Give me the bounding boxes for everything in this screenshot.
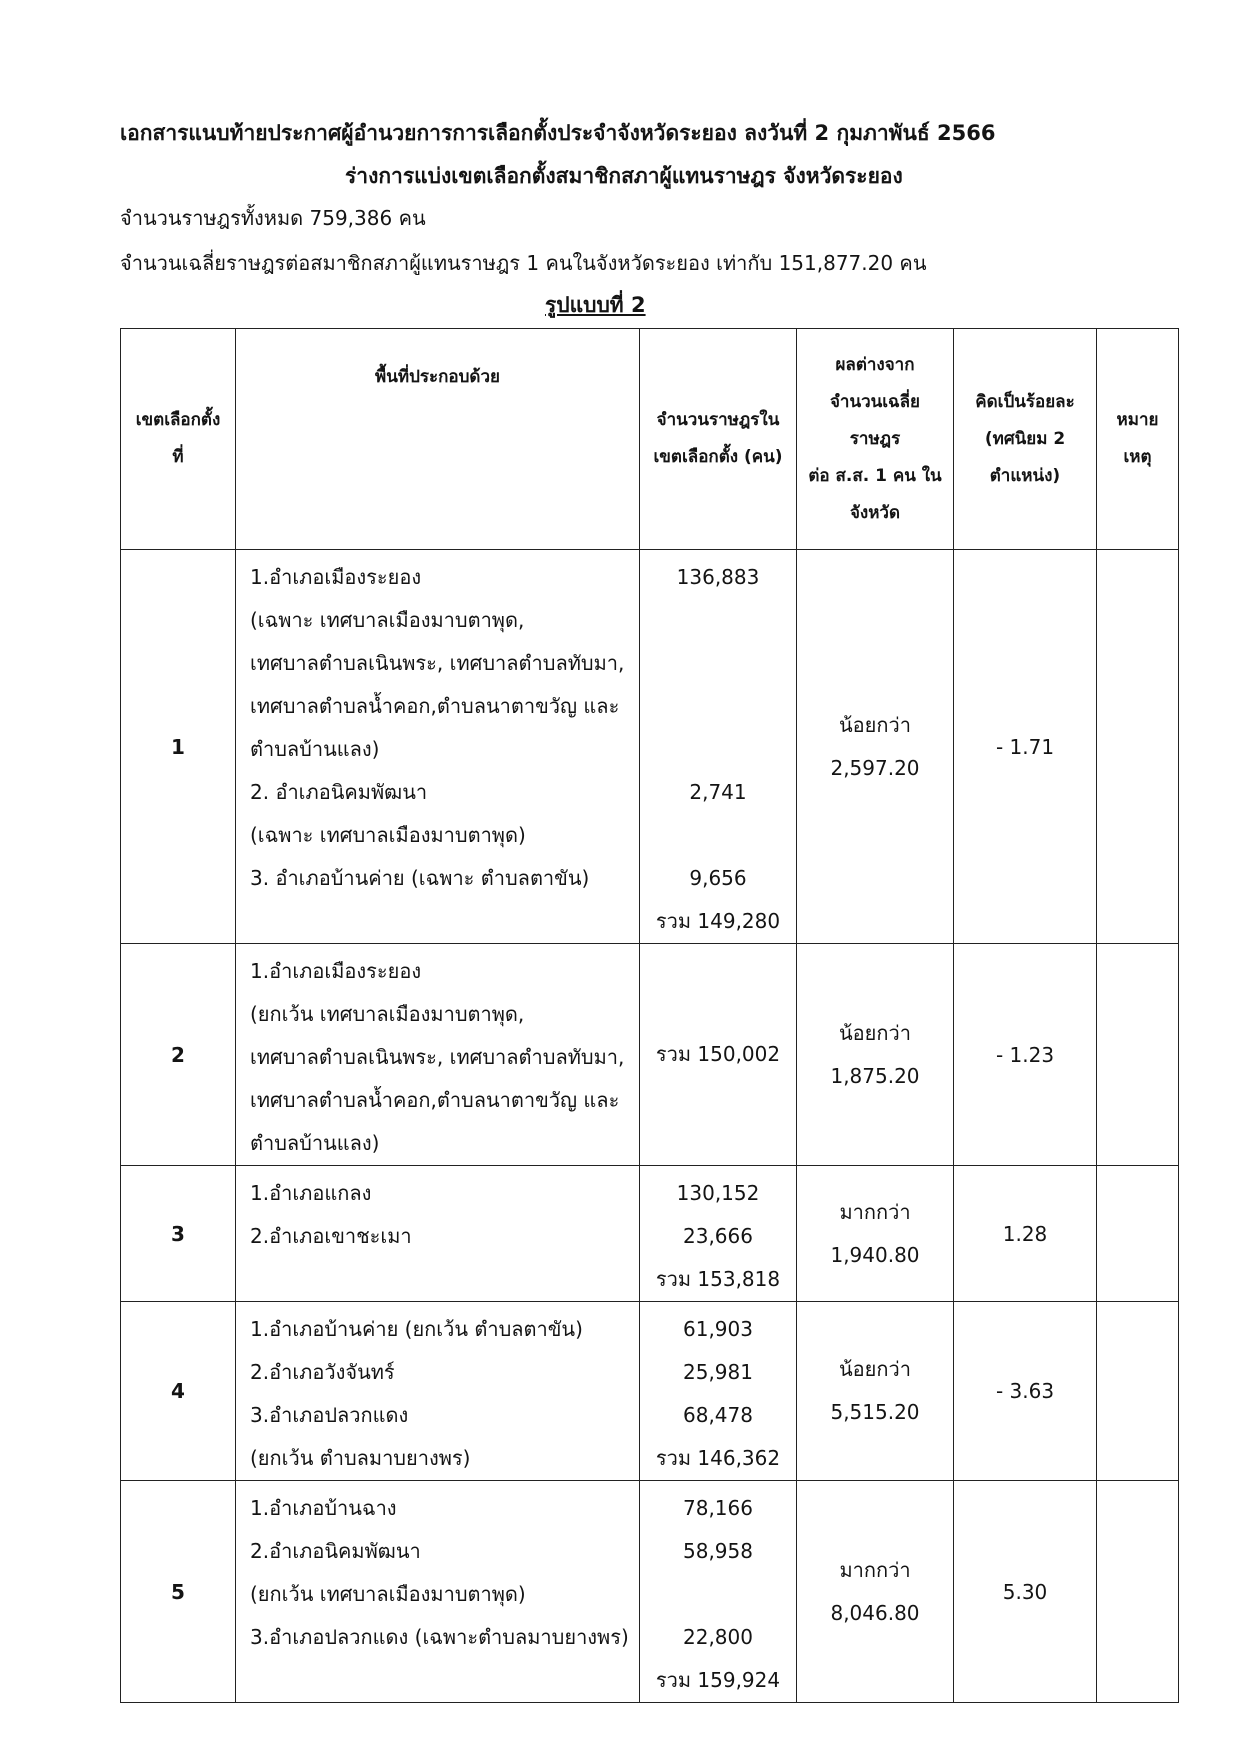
- population-line: 22,800: [683, 1625, 753, 1649]
- population-line: รวม 150,002: [655, 1042, 781, 1066]
- population-line: [640, 599, 796, 642]
- difference-cell: [797, 1302, 954, 1481]
- header-difference: ผลต่างจาก จำนวนเฉลี่ย ราษฎร ต่อ ส.ส. 1 คน ใน จังหวัด: [797, 329, 954, 550]
- population-line: [640, 728, 796, 771]
- population-line: [640, 1573, 796, 1616]
- percent-cell: 1.28: [954, 1166, 1097, 1302]
- total-population: จำนวนราษฎรทั้งหมด 759,386 คน: [120, 206, 426, 230]
- percent-cell: - 1.23: [954, 944, 1097, 1166]
- table-row: [121, 1481, 1179, 1703]
- population-line: 9,656: [689, 866, 747, 890]
- remark-cell: [1097, 1166, 1179, 1302]
- area-line: เทศบาลตำบลน้ำคอก,ตำบลนาตาขวัญ และ: [250, 1088, 620, 1112]
- population-cell: [640, 1302, 797, 1481]
- population-line: [640, 685, 796, 728]
- header-remark: หมาย เหตุ: [1097, 329, 1179, 550]
- document-subtitle: ร่างการแบ่งเขตเลือกตั้งสมาชิกสภาผู้แทนราษฎร จังหวัดระยอง: [345, 164, 903, 188]
- district-number-cell: 1: [121, 550, 236, 944]
- form-label: รูปแบบที่ 2: [545, 293, 646, 317]
- population-line: 58,958: [683, 1539, 753, 1563]
- area-line: 1.อำเภอแกลง: [250, 1181, 372, 1205]
- population-line: 136,883: [676, 565, 760, 589]
- population-line: 78,166: [683, 1496, 753, 1520]
- table-row: [121, 1302, 1179, 1481]
- population-line: รวม 149,280: [655, 909, 781, 933]
- percent-cell: - 1.71: [954, 550, 1097, 944]
- district-number-cell: 2: [121, 944, 236, 1166]
- difference-line: น้อยกว่า: [839, 712, 911, 737]
- population-line: [640, 814, 796, 857]
- difference-cell: [797, 944, 954, 1166]
- difference-cell: [797, 1166, 954, 1302]
- area-line: 2.อำเภอนิคมพัฒนา: [250, 1539, 421, 1563]
- remark-cell: [1097, 944, 1179, 1166]
- population-cell: [640, 550, 797, 944]
- population-line: รวม 146,362: [655, 1446, 781, 1470]
- difference-line: 2,597.20: [830, 755, 920, 780]
- district-number-cell: 4: [121, 1302, 236, 1481]
- area-line: (ยกเว้น เทศบาลเมืองมาบตาพุด): [250, 1582, 526, 1606]
- population-line: รวม 159,924: [655, 1668, 781, 1692]
- difference-line: 5,515.20: [830, 1400, 920, 1424]
- difference-cell: [797, 550, 954, 944]
- population-line: [640, 642, 796, 685]
- area-cell: [236, 1166, 640, 1302]
- table-header-row: [121, 329, 1179, 550]
- area-line: เทศบาลตำบลเนินพระ, เทศบาลตำบลทับมา,: [250, 651, 625, 675]
- area-line: 1.อำเภอบ้านค่าย (ยกเว้น ตำบลตาขัน): [250, 1317, 583, 1341]
- header-district: เขตเลือกตั้ง ที่: [121, 329, 236, 550]
- area-line: 1.อำเภอเมืองระยอง: [250, 959, 422, 983]
- population-line: 23,666: [683, 1224, 753, 1248]
- area-line: 1.อำเภอบ้านฉาง: [250, 1496, 397, 1520]
- remark-cell: [1097, 550, 1179, 944]
- population-cell: [640, 1481, 797, 1703]
- remark-cell: [1097, 1481, 1179, 1703]
- area-line: 3. อำเภอบ้านค่าย (เฉพาะ ตำบลตาขัน): [250, 866, 590, 890]
- district-table: [120, 328, 1179, 1703]
- area-cell: [236, 944, 640, 1166]
- difference-line: มากกว่า: [839, 1557, 911, 1582]
- document-title: เอกสารแนบท้ายประกาศผู้อำนวยการการเลือกตั้งประจำจังหวัดระยอง ลงวันที่ 2 กุมภาพันธ์ 2566: [120, 121, 996, 145]
- area-line: ตำบลบ้านแลง): [250, 737, 380, 761]
- table-row: [121, 1166, 1179, 1302]
- table-row: [121, 550, 1179, 944]
- area-line: เทศบาลตำบลน้ำคอก,ตำบลนาตาขวัญ และ: [250, 694, 620, 718]
- difference-line: 8,046.80: [830, 1600, 920, 1625]
- population-line: 2,741: [689, 780, 747, 804]
- area-line: ตำบลบ้านแลง): [250, 1131, 380, 1155]
- area-line: (ยกเว้น ตำบลมาบยางพร): [250, 1446, 471, 1470]
- population-line: รวม 153,818: [655, 1267, 781, 1291]
- population-cell: [640, 1166, 797, 1302]
- area-cell: [236, 550, 640, 944]
- area-line: 1.อำเภอเมืองระยอง: [250, 565, 422, 589]
- difference-line: 1,875.20: [830, 1063, 920, 1088]
- district-number-cell: 5: [121, 1481, 236, 1703]
- area-line: 3.อำเภอปลวกแดง (เฉพาะตำบลมาบยางพร): [250, 1625, 629, 1649]
- area-line: เทศบาลตำบลเนินพระ, เทศบาลตำบลทับมา,: [250, 1045, 625, 1069]
- area-line: (เฉพาะ เทศบาลเมืองมาบตาพุด,: [250, 608, 525, 632]
- table-row: [121, 944, 1179, 1166]
- difference-line: 1,940.80: [830, 1242, 920, 1267]
- area-line: 3.อำเภอปลวกแดง: [250, 1403, 409, 1427]
- header-percent: คิดเป็นร้อยละ (ทศนิยม 2 ตำแหน่ง): [954, 329, 1097, 550]
- area-line: (ยกเว้น เทศบาลเมืองมาบตาพุด,: [250, 1002, 525, 1026]
- area-cell: [236, 1302, 640, 1481]
- area-line: (เฉพาะ เทศบาลเมืองมาบตาพุด): [250, 823, 526, 847]
- difference-line: น้อยกว่า: [839, 1357, 911, 1381]
- difference-line: มากกว่า: [839, 1199, 911, 1224]
- header-population: จำนวนราษฎรใน เขตเลือกตั้ง (คน): [640, 329, 797, 550]
- population-line: 25,981: [683, 1360, 753, 1384]
- area-line: 2.อำเภอเขาชะเมา: [250, 1224, 412, 1248]
- difference-line: น้อยกว่า: [839, 1020, 911, 1045]
- remark-cell: [1097, 1302, 1179, 1481]
- area-line: 2. อำเภอนิคมพัฒนา: [250, 780, 428, 804]
- area-line: 2.อำเภอวังจันทร์: [250, 1360, 395, 1384]
- average-population: จำนวนเฉลี่ยราษฎรต่อสมาชิกสภาผู้แทนราษฎร 1 คนในจังหวัดระยอง เท่ากับ 151,877.20 คน: [120, 251, 927, 275]
- area-cell: [236, 1481, 640, 1703]
- population-line: 68,478: [683, 1403, 753, 1427]
- district-number-cell: 3: [121, 1166, 236, 1302]
- population-line: 130,152: [676, 1181, 760, 1205]
- population-line: 61,903: [683, 1317, 753, 1341]
- population-cell: [640, 944, 797, 1166]
- percent-cell: - 3.63: [954, 1302, 1097, 1481]
- percent-cell: 5.30: [954, 1481, 1097, 1703]
- difference-cell: [797, 1481, 954, 1703]
- header-area: พื้นที่ประกอบด้วย: [236, 329, 640, 550]
